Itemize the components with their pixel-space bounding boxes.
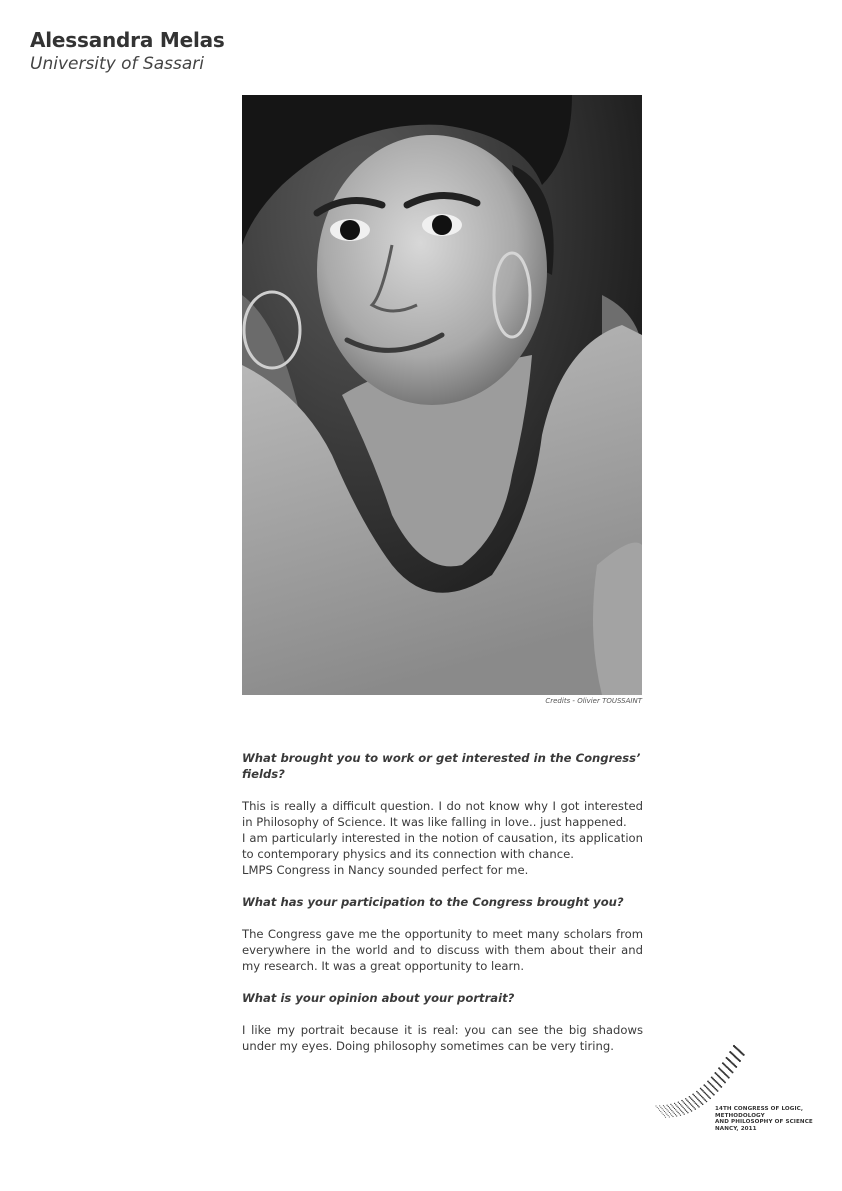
logo-dot bbox=[678, 1102, 679, 1103]
logo-dot bbox=[684, 1108, 685, 1109]
logo-dot bbox=[656, 1106, 657, 1107]
logo-line: NANCY, 2011 bbox=[715, 1125, 757, 1132]
logo-dot bbox=[708, 1096, 710, 1098]
logo-dot bbox=[702, 1097, 704, 1099]
logo-dot bbox=[678, 1107, 679, 1108]
logo-dot bbox=[687, 1101, 688, 1102]
logo-dot bbox=[687, 1106, 688, 1107]
logo-dot bbox=[701, 1096, 703, 1098]
logo-dot bbox=[692, 1094, 694, 1096]
logo-dot bbox=[703, 1098, 705, 1100]
logo-dot bbox=[670, 1109, 671, 1110]
logo-dot bbox=[693, 1101, 695, 1103]
portrait-photo bbox=[242, 95, 642, 695]
logo-dot bbox=[735, 1066, 737, 1068]
logo-dot bbox=[686, 1111, 687, 1112]
logo-dot bbox=[686, 1099, 687, 1100]
logo-dot bbox=[658, 1108, 659, 1109]
logo-dot bbox=[671, 1115, 672, 1116]
logo-dot bbox=[696, 1104, 698, 1106]
logo-dot bbox=[682, 1107, 683, 1108]
logo-dot bbox=[662, 1113, 663, 1114]
congress-logo-text bbox=[715, 1106, 813, 1132]
logo-dot bbox=[695, 1096, 697, 1098]
answer-1-paragraph: This is really a difficult question. I do not know why I got interested in Philosophy of Science. It was like falling in love.. just happened. bbox=[242, 799, 643, 829]
logo-dot bbox=[659, 1110, 660, 1111]
logo-dot bbox=[679, 1108, 680, 1109]
logo-dot bbox=[685, 1098, 686, 1099]
logo-dot bbox=[668, 1111, 669, 1112]
answer-2 bbox=[242, 926, 643, 974]
logo-dot bbox=[673, 1106, 674, 1107]
interview bbox=[242, 750, 643, 1070]
logo-dot bbox=[668, 1106, 669, 1107]
logo-dot bbox=[669, 1112, 670, 1113]
logo-dot bbox=[670, 1113, 671, 1114]
logo-dot bbox=[701, 1089, 703, 1091]
logo-dot bbox=[681, 1100, 682, 1101]
logo-dot bbox=[709, 1097, 711, 1099]
logo-dot bbox=[702, 1104, 704, 1106]
logo-dot bbox=[677, 1112, 678, 1113]
logo-dot bbox=[703, 1091, 705, 1093]
logo-dot bbox=[690, 1097, 692, 1099]
person-affiliation: University of Sassari bbox=[30, 54, 205, 74]
logo-dot bbox=[663, 1105, 664, 1106]
logo-dot bbox=[705, 1093, 707, 1095]
photo-credits: Credits - Olivier TOUSSAINT bbox=[545, 697, 642, 705]
logo-dot bbox=[700, 1094, 702, 1096]
answer-2-paragraph: The Congress gave me the opportunity to meet many scholars from everywhere in the world and to discuss with them about their and my research. It was a great opportunity to learn. bbox=[242, 927, 643, 973]
logo-dot bbox=[706, 1101, 708, 1103]
logo-dot bbox=[700, 1088, 702, 1090]
logo-dot bbox=[674, 1108, 675, 1109]
logo-dot bbox=[739, 1060, 741, 1062]
logo-dot bbox=[728, 1077, 730, 1079]
logo-dot bbox=[724, 1081, 726, 1083]
logo-dot bbox=[676, 1115, 677, 1116]
logo-dot bbox=[685, 1104, 686, 1105]
answer-3-paragraph: I like my portrait because it is real: you can see the big shadows under my eyes. Doing philosophy sometimes can be very tiring. bbox=[242, 1023, 643, 1053]
logo-dot bbox=[689, 1096, 691, 1098]
logo-dot bbox=[660, 1107, 661, 1108]
logo-dot bbox=[698, 1100, 700, 1102]
logo-dot bbox=[695, 1108, 696, 1109]
logo-dot bbox=[697, 1099, 699, 1101]
logo-dot bbox=[664, 1111, 665, 1112]
logo-dot bbox=[675, 1114, 676, 1115]
logo-dot bbox=[670, 1104, 671, 1105]
logo-dot bbox=[743, 1054, 745, 1056]
logo-dot bbox=[707, 1095, 709, 1097]
logo-dot bbox=[682, 1112, 683, 1113]
answer-1-paragraph: LMPS Congress in Nancy sounded perfect for me. bbox=[242, 863, 529, 877]
logo-dot bbox=[676, 1105, 677, 1106]
question-2: What has your participation to the Congress brought you? bbox=[242, 895, 624, 909]
logo-dot bbox=[681, 1111, 682, 1112]
logo-dot bbox=[706, 1094, 708, 1096]
logo-dot bbox=[689, 1108, 690, 1109]
answer-1-paragraph: I am particularly interested in the notion of causation, its application to contemporary physics and its connection with chance. bbox=[242, 831, 643, 861]
logo-dot bbox=[680, 1109, 681, 1110]
logo-dot bbox=[706, 1087, 708, 1089]
logo-dot bbox=[674, 1103, 675, 1104]
logo-dot bbox=[660, 1111, 661, 1112]
logo-dot bbox=[671, 1105, 672, 1106]
logo-dot bbox=[657, 1107, 658, 1108]
logo-dot bbox=[666, 1109, 667, 1110]
logo-dot bbox=[664, 1106, 665, 1107]
logo-dot bbox=[685, 1109, 686, 1110]
logo-dot bbox=[692, 1106, 693, 1107]
logo-dot bbox=[684, 1113, 685, 1114]
person-name: Alessandra Melas bbox=[30, 28, 225, 52]
logo-dot bbox=[691, 1110, 692, 1111]
logo-dot bbox=[720, 1086, 722, 1088]
logo-dot bbox=[680, 1104, 681, 1105]
logo-dot bbox=[690, 1109, 691, 1110]
logo-dot bbox=[675, 1109, 676, 1110]
logo-dot bbox=[692, 1100, 694, 1102]
logo-dot bbox=[667, 1105, 668, 1106]
logo-dot bbox=[663, 1114, 664, 1115]
logo-dot bbox=[679, 1113, 680, 1114]
logo-dot bbox=[694, 1095, 696, 1097]
logo-dot bbox=[663, 1110, 664, 1111]
logo-dot bbox=[691, 1104, 692, 1105]
logo-dot bbox=[668, 1115, 669, 1116]
logo-dot bbox=[683, 1101, 684, 1102]
logo-line: METHODOLOGY bbox=[715, 1112, 765, 1119]
logo-dot bbox=[669, 1107, 670, 1108]
logo-dot bbox=[672, 1116, 673, 1117]
logo-dot bbox=[679, 1103, 680, 1104]
logo-dot bbox=[673, 1111, 674, 1112]
logo-dot bbox=[681, 1105, 682, 1106]
logo-dot bbox=[690, 1103, 691, 1104]
logo-dot bbox=[659, 1105, 660, 1106]
question-1: What brought you to work or get interested in the Congress’ fields? bbox=[242, 751, 641, 781]
logo-dot bbox=[698, 1093, 700, 1095]
logo-dot bbox=[675, 1104, 676, 1105]
logo-dot bbox=[693, 1107, 694, 1108]
logo-dot bbox=[696, 1097, 698, 1099]
logo-dot bbox=[698, 1106, 700, 1108]
logo-dot bbox=[665, 1112, 666, 1113]
logo-dot bbox=[664, 1115, 665, 1116]
answer-3 bbox=[242, 1022, 643, 1054]
logo-dot bbox=[669, 1116, 670, 1117]
logo-dot bbox=[697, 1092, 699, 1094]
logo-dot bbox=[704, 1099, 706, 1101]
logo-dot bbox=[674, 1113, 675, 1114]
logo-dot bbox=[695, 1102, 697, 1104]
logo-dot bbox=[700, 1101, 702, 1103]
logo-dot bbox=[686, 1105, 687, 1106]
logo-dot bbox=[671, 1110, 672, 1111]
logo-dot bbox=[665, 1108, 666, 1109]
logo-dot bbox=[731, 1071, 733, 1073]
logo-dot bbox=[676, 1111, 677, 1112]
logo-dot bbox=[662, 1108, 663, 1109]
logo-dot bbox=[665, 1117, 666, 1118]
logo-dot bbox=[691, 1098, 693, 1100]
logo-dot bbox=[696, 1091, 698, 1093]
answer-1 bbox=[242, 798, 643, 878]
logo-dot bbox=[702, 1090, 704, 1092]
logo-dot bbox=[717, 1090, 719, 1092]
logo-dot bbox=[701, 1102, 703, 1104]
logo-dot bbox=[713, 1094, 715, 1096]
logo-dot bbox=[666, 1114, 667, 1115]
logo-dot bbox=[689, 1102, 690, 1103]
question-3: What is your opinion about your portrait? bbox=[242, 991, 515, 1005]
logo-dot bbox=[684, 1103, 685, 1104]
logo-dot bbox=[697, 1105, 699, 1107]
logo-dot bbox=[687, 1112, 688, 1113]
logo-line: AND PHILOSOPHY OF SCIENCE bbox=[715, 1119, 813, 1126]
logo-dot bbox=[680, 1115, 681, 1116]
logo-line: 14TH CONGRESS OF LOGIC, bbox=[715, 1106, 804, 1112]
